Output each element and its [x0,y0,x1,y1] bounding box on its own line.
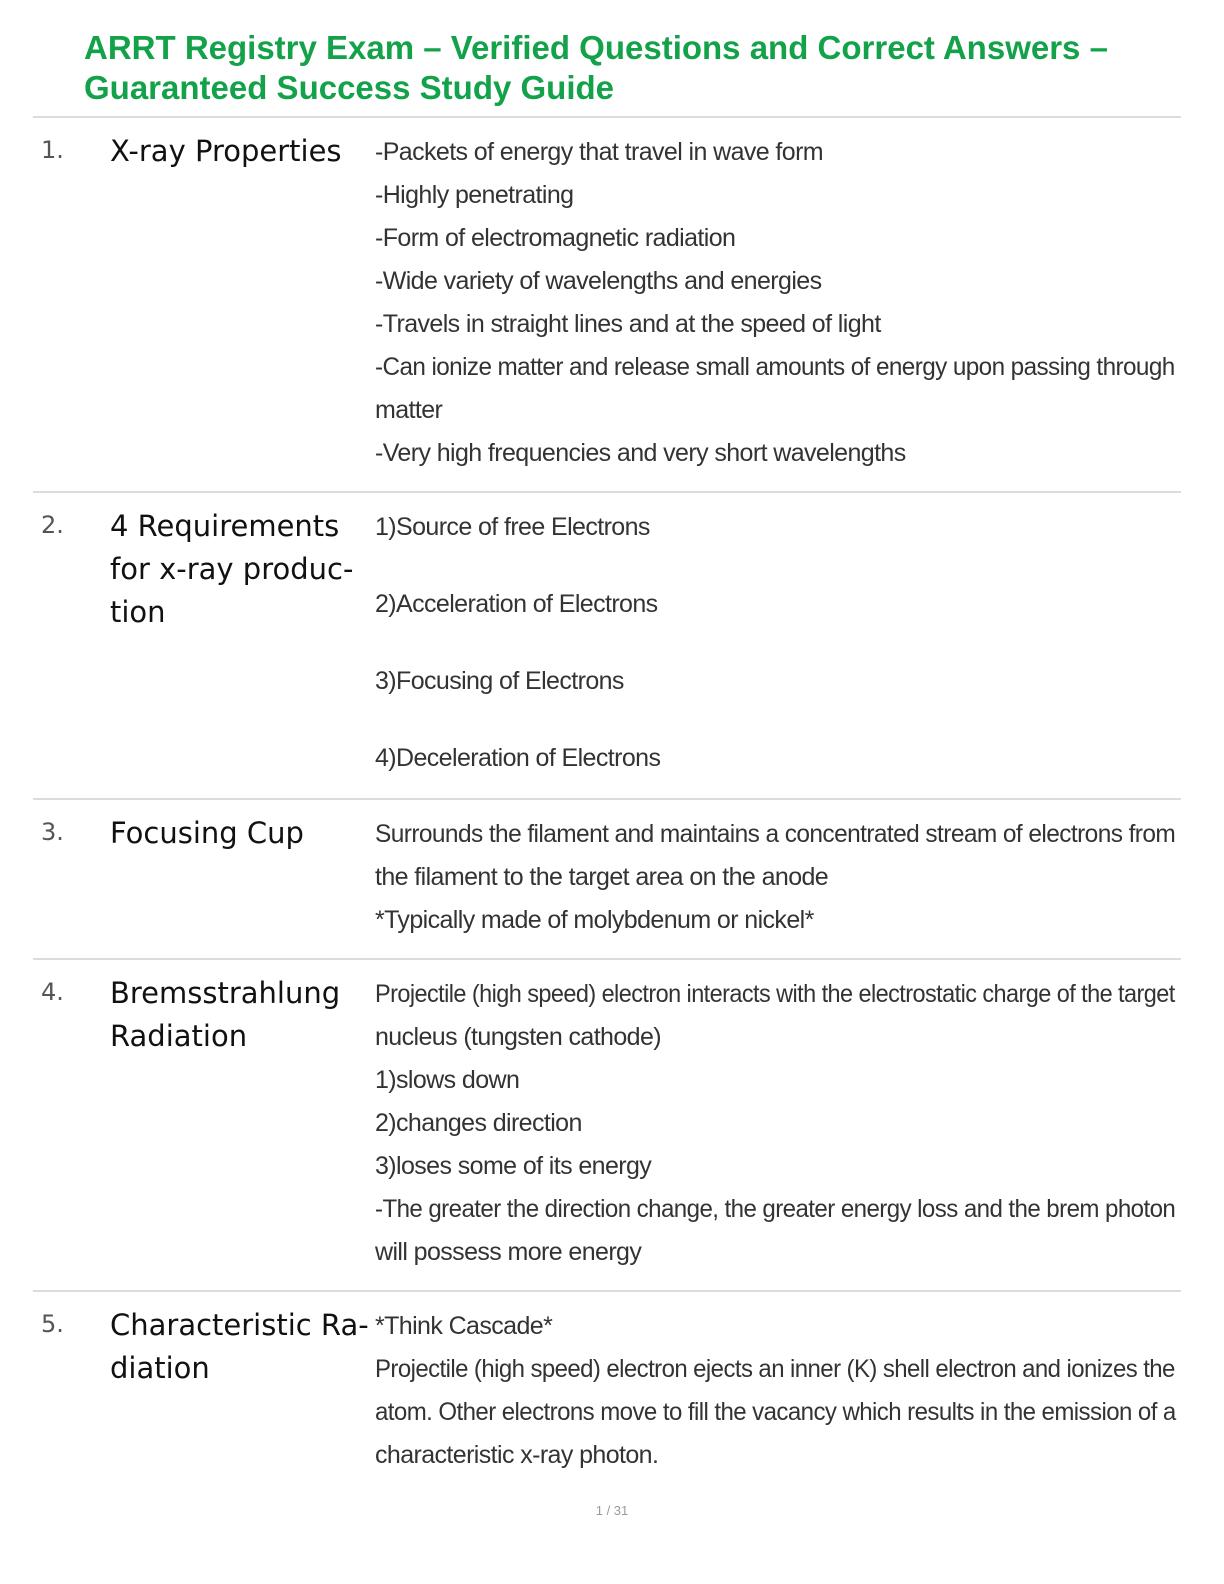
definition-line: 1)Source of free Electrons [375,513,650,541]
definition-line: -The greater the direction change, the greater energy loss and the brem photon [375,1195,1176,1223]
title-line-1: ARRT Registry Exam – Verified Questions and Correct Answers – [84,29,1108,66]
definition-line: *Typically made of molybdenum or nickel* [375,906,814,934]
definition-line: 2)changes direction [375,1109,582,1137]
definition-line: 3)loses some of its energy [375,1152,652,1180]
term-line: diation [110,1351,210,1385]
title-line-2: Guaranteed Success Study Guide [84,69,614,106]
definition-line: Surrounds the filament and maintains a concentrated stream of electrons from [375,820,1176,848]
card-definition [375,1305,1175,1477]
card-term [110,1304,380,1390]
card-number: 2. [41,511,64,539]
definition-line: -Travels in straight lines and at the speed of light [375,310,881,338]
spacer [375,626,1175,660]
definition-line: atom. Other electrons move to fill the vacancy which results in the emission of a [375,1398,1176,1426]
definition-line: Projectile (high speed) electron interacts with the electrostatic charge of the target [375,980,1175,1008]
card-term: Focusing Cup [110,816,304,850]
definition-line: matter [375,396,443,424]
definition-line: 1)slows down [375,1066,520,1094]
definition-line: -Packets of energy that travel in wave form [375,138,824,166]
definition-line: -Highly penetrating [375,181,574,209]
definition-line: 3)Focusing of Electrons [375,667,624,695]
spacer [375,549,1175,583]
definition-line: 2)Acceleration of Electrons [375,590,658,618]
definition-line: -Can ionize matter and release small amounts of energy upon passing through [375,353,1175,381]
definition-line: *Think Cascade* [375,1312,553,1340]
term-line: Radiation [110,1019,248,1053]
term-line: Bremsstrahlung [110,976,341,1010]
spacer [375,703,1175,737]
term-line: tion [110,595,166,629]
flashcard-2 [33,493,1181,800]
flashcard-4 [33,960,1181,1292]
term-line: for x-ray produc- [110,552,354,586]
card-definition [375,973,1175,1274]
card-number: 1. [41,136,64,164]
card-definition [375,131,1175,475]
document-title [84,28,1204,108]
definition-line: -Form of electromagnetic radiation [375,224,736,252]
flashcard-5 [33,1292,1181,1482]
definition-line: -Wide variety of wavelengths and energies [375,267,822,295]
card-number: 3. [41,818,64,846]
term-line: 4 Requirements [110,509,340,543]
flashcard-3 [33,800,1181,960]
definition-line: characteristic x-ray photon. [375,1441,659,1469]
definition-line: Projectile (high speed) electron ejects an inner (K) shell electron and ionizes the [375,1355,1175,1383]
definition-line: nucleus (tungsten cathode) [375,1023,661,1051]
definition-line: will possess more energy [375,1238,642,1266]
page-number: 1 / 31 [595,1503,629,1518]
card-term: X-ray Properties [110,134,342,168]
flashcard-1 [33,118,1181,493]
card-term [110,972,380,1058]
card-definition [375,813,1175,942]
definition-line: -Very high frequencies and very short wavelengths [375,439,906,467]
term-line: Characteristic Ra- [110,1308,369,1342]
card-term [110,505,380,634]
card-number: 5. [41,1310,64,1338]
definition-line: the filament to the target area on the anode [375,863,829,891]
definition-line: 4)Deceleration of Electrons [375,744,661,772]
card-definition [375,506,1175,780]
card-number: 4. [41,978,64,1006]
